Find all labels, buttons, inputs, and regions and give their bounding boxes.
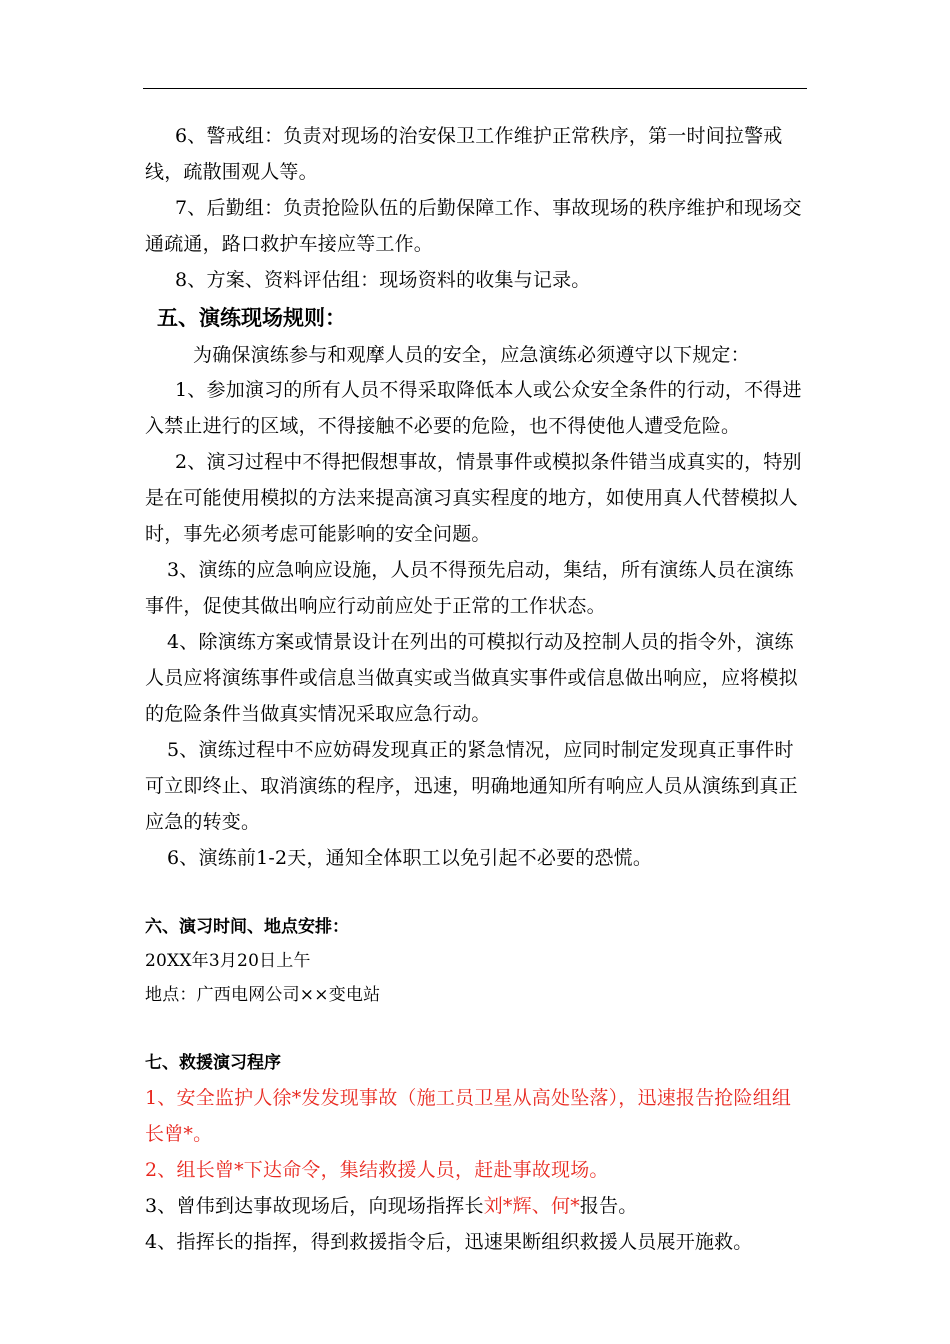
header-rule [143, 88, 807, 89]
procedure-step-4: 4、指挥长的指挥，得到救援指令后，迅速果断组织救援人员展开施救。 [145, 1231, 753, 1253]
group-item-7: 7、后勤组：负责抢险队伍的后勤保障工作、事故现场的秩序维护和现场交通疏通，路口救护车接应等工作。 [145, 197, 802, 255]
drill-time: 20XX年3月20日上午 [145, 951, 311, 971]
document-body [145, 118, 807, 1260]
rule-1: 1、参加演习的所有人员不得采取降低本人或公众安全条件的行动，不得进入禁止进行的区域，不得接触不必要的危险，也不得使他人遭受危险。 [145, 379, 802, 437]
section5-intro: 为确保演练参与和观摩人员的安全，应急演练必须遵守以下规定： [193, 344, 750, 366]
drill-place: 地点：广西电网公司××变电站 [145, 985, 381, 1005]
section5-title: 五、演练现场规则： [157, 306, 346, 330]
group-item-6: 6、警戒组：负责对现场的治安保卫工作维护正常秩序，第一时间拉警戒线，疏散围观人等。 [145, 125, 783, 183]
rule-6: 6、演练前1-2天，通知全体职工以免引起不必要的恐慌。 [167, 847, 653, 869]
section6-title: 六、演习时间、地点安排： [145, 917, 349, 937]
procedure-step-1: 1、安全监护人徐*发发现事故（施工员卫星从高处坠落），迅速报告抢险组组长曾*。 [145, 1087, 792, 1145]
section7-title: 七、救援演习程序 [145, 1053, 281, 1073]
procedure-step-3-commanders: 刘*辉、何* [483, 1195, 580, 1217]
procedure-step-2: 2、组长曾*下达命令，集结救援人员，赶赴事故现场。 [145, 1159, 609, 1181]
spacer [145, 876, 807, 910]
rule-3: 3、演练的应急响应设施，人员不得预先启动，集结，所有演练人员在演练事件，促使其做出响应行动前应处于正常的工作状态。 [145, 559, 794, 617]
rule-5: 5、演练过程中不应妨碍发现真正的紧急情况，应同时制定发现真正事件时可立即终止、取消演练的程序，迅速，明确地通知所有响应人员从演练到真正应急的转变。 [145, 739, 798, 833]
group-item-8: 8、方案、资料评估组：现场资料的收集与记录。 [175, 269, 591, 291]
procedure-step-3-text-a: 3、曾伟到达事故现场后，向现场指挥长 [145, 1195, 484, 1217]
procedure-step-3-text-b: 报告。 [579, 1195, 638, 1217]
procedure-step-3 [145, 1188, 807, 1224]
rule-2: 2、演习过程中不得把假想事故，情景事件或模拟条件错当成真实的，特别是在可能使用模拟的方法来提高演习真实程度的地方，如使用真人代替模拟人时，事先必须考虑可能影响的安全问题。 [145, 451, 802, 545]
rule-4: 4、除演练方案或情景设计在列出的可模拟行动及控制人员的指令外，演练人员应将演练事件或信息当做真实或当做真实事件或信息做出响应，应将模拟的危险条件当做真实情况采取应急行动。 [145, 631, 798, 725]
spacer [145, 1012, 807, 1046]
